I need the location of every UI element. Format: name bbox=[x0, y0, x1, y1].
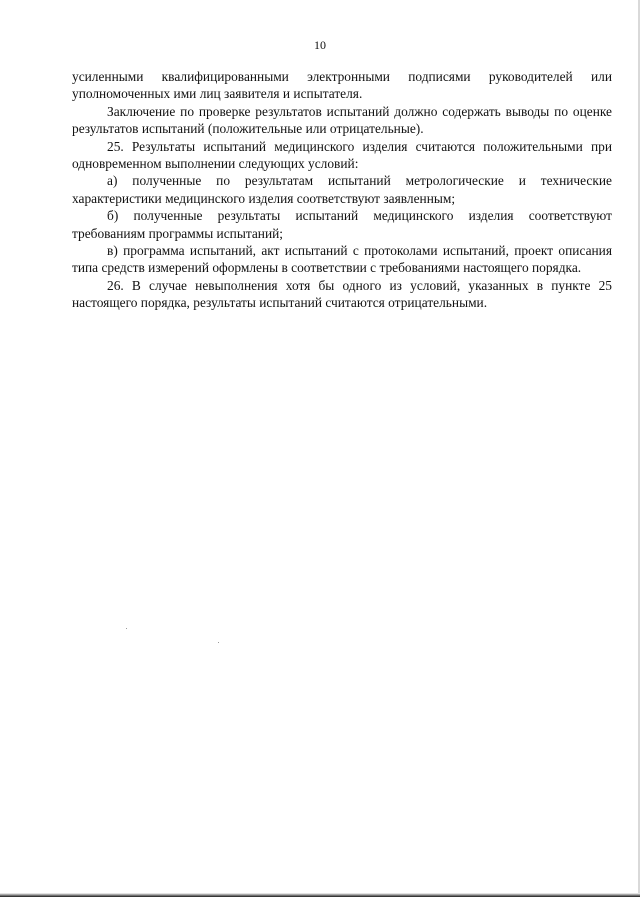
paragraph-item-26: 26. В случае невыполнения хотя бы одного из условий, указанных в пункте 25 настоящего порядка, результаты испытаний считаются отрицательными. bbox=[72, 277, 612, 311]
paragraph-item-25: 25. Результаты испытаний медицинского изделия считаются положительными при одновременном выполнении следующих условий: bbox=[72, 138, 612, 172]
paragraph-item-25-v: в) программа испытаний, акт испытаний с протоколами испытаний, проект описания типа средств измерений оформлены в соответствии с требованиями настоящего порядка. bbox=[72, 243, 612, 276]
scan-edge-bottom bbox=[0, 893, 640, 897]
paragraph-signatures-continuation: усиленными квалифицированными электронными подписями руководителей или уполномоченных ими лиц заявителя и испытателя. bbox=[72, 69, 612, 102]
scan-speck bbox=[218, 642, 219, 643]
scan-speck bbox=[126, 628, 127, 629]
paragraph-item-25-b: б) полученные результаты испытаний медицинского изделия соответствуют требованиям программы испытаний; bbox=[72, 208, 612, 241]
document-body bbox=[72, 68, 612, 312]
paragraph-item-25-a: а) полученные по результатам испытаний метрологические и технические характеристики медицинского изделия соответствуют заявленным; bbox=[72, 173, 612, 206]
page-number: 10 bbox=[314, 38, 326, 52]
paragraph-conclusion: Заключение по проверке результатов испытаний должно содержать выводы по оценке результатов испытаний (положительные или отрицательные). bbox=[72, 103, 612, 137]
